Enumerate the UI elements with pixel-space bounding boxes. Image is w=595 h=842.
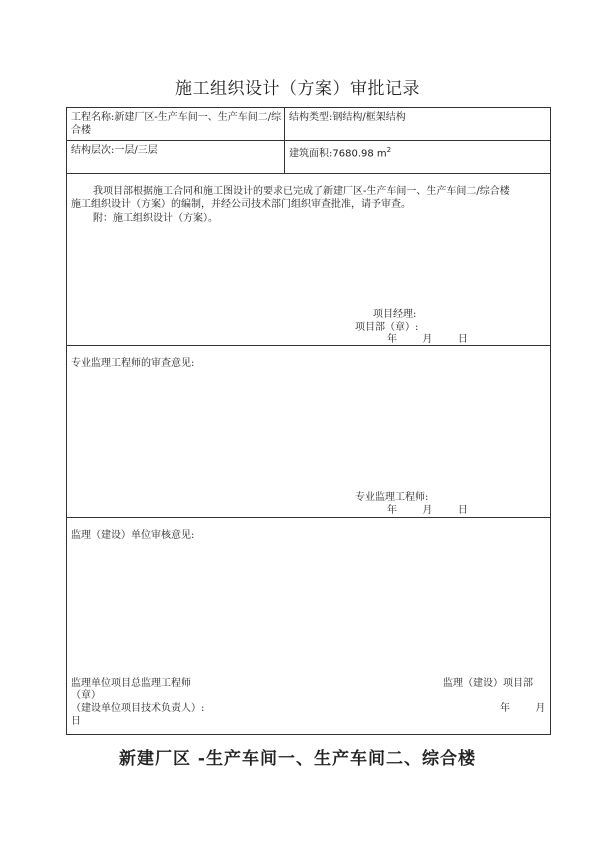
chief-engineer-label: 监理单位项目总监理工程师 <box>71 678 191 689</box>
area-unit-superscript: 2 <box>386 146 392 154</box>
row-engineer-opinion <box>67 346 550 518</box>
area-value: 7680.98 m <box>332 148 387 160</box>
project-name-cell <box>71 111 283 137</box>
floors-cell <box>71 144 158 157</box>
project-dept-seal-label: 项目部（章）: <box>355 322 419 333</box>
floors-label: 结构层次: <box>71 145 115 156</box>
column-divider <box>284 108 285 140</box>
row-application <box>67 174 550 346</box>
project-manager-label: 项目经理: <box>373 309 417 320</box>
structure-type-value: 钢结构/框架结构 <box>332 112 406 123</box>
unit-day-label: 日 <box>71 716 81 727</box>
project-footer-title: 新建厂区 -生产车间一、生产车间二、综合楼 <box>119 749 476 769</box>
unit-date: 年 月 <box>500 703 546 714</box>
attachment-note: 附：施工组织设计（方案）。 <box>93 213 218 224</box>
engineer-opinion-label: 专业监理工程师的审查意见: <box>71 358 195 369</box>
chief-seal-label: （章） <box>71 690 101 701</box>
body-line-2: 施工组织设计（方案）的编制，并经公司技术部门组织审查批准，请予审查。 <box>71 199 411 210</box>
approval-table <box>66 107 551 735</box>
structure-type-label: 结构类型: <box>289 112 333 123</box>
project-name-value: 新建厂区-生产车间一、生产车间二/综合楼 <box>71 112 282 136</box>
unit-dept-label: 监理（建设）项目部 <box>443 678 533 689</box>
row-project-info <box>67 108 550 141</box>
structure-type-cell <box>289 111 406 124</box>
page-title: 施工组织设计（方案）审批记录 <box>175 79 420 99</box>
column-divider <box>284 141 285 173</box>
area-cell <box>289 144 391 160</box>
row-unit-opinion <box>67 518 550 734</box>
area-label: 建筑面积: <box>289 148 333 160</box>
project-name-label: 工程名称: <box>71 112 115 123</box>
engineer-date: 年 月 日 <box>387 505 468 516</box>
row-floors-area <box>67 141 550 174</box>
engineer-sign-label: 专业监理工程师: <box>355 492 429 503</box>
body-line-1: 我项目部根据施工合同和施工图设计的要求已完成了新建厂区-生产车间一、生产车间二/综合楼 <box>93 186 510 197</box>
application-date: 年 月 日 <box>387 334 468 345</box>
floors-value: 一层/三层 <box>114 145 158 156</box>
unit-opinion-label: 监理（建设）单位审核意见: <box>71 530 195 541</box>
owner-tech-lead-label: （建设单位项目技术负责人）: <box>71 703 205 714</box>
